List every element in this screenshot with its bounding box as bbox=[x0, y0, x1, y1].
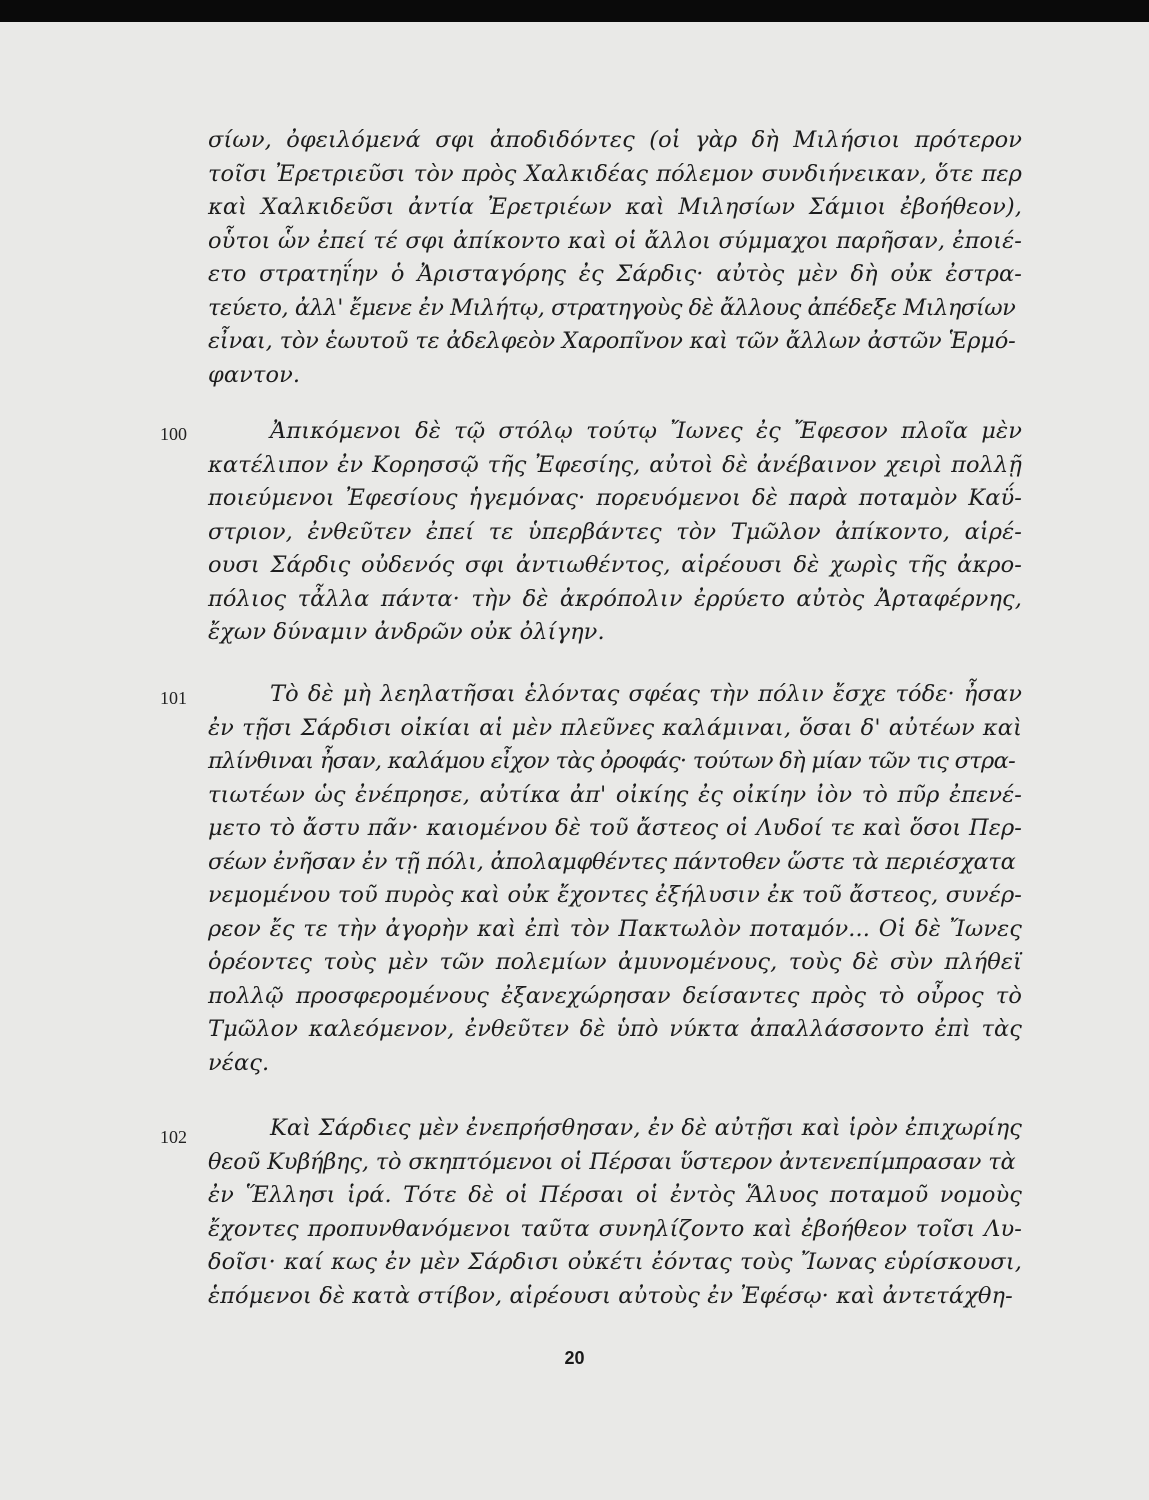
text-line: στριον, ἐνθεῦτεν ἐπεί τε ὑπερβάντες τὸν Τμῶλον ἀπίκοντο, αἱρέ- bbox=[208, 518, 1022, 545]
text-line: Τὸ δὲ μὴ λεηλατῆσαι ἑλόντας σφέας τὴν πόλιν ἔσχε τόδε· ἦσαν bbox=[270, 681, 1022, 707]
paragraph-100 bbox=[208, 415, 1022, 650]
text-line: Τμῶλον καλεόμενον, ἐνθεῦτεν δὲ ὑπὸ νύκτα ἀπαλλάσσοντο ἐπὶ τὰς bbox=[208, 1016, 1022, 1042]
paragraph-number: 102 bbox=[160, 1127, 187, 1147]
text-line: πολλῷ προσφερομένους ἐξανεχώρησαν δείσαντες πρὸς τὸ οὖρος τὸ bbox=[208, 982, 1022, 1009]
text-line: Ἀπικόμενοι δὲ τῷ στόλῳ τούτῳ Ἴωνες ἐς Ἔφεσον πλοῖα μὲν bbox=[270, 418, 1022, 444]
paragraph-101 bbox=[208, 678, 1022, 1080]
text-line: τιωτέων ὡς ἐνέπρησε, αὐτίκα ἀπ' οἰκίης ἐς οἰκίην ἰὸν τὸ πῦρ ἐπενέ- bbox=[208, 781, 1022, 808]
text-line: σίων, ὀφειλόμενά σφι ἀποδιδόντες (οἱ γὰρ δὴ Μιλήσιοι πρότερον bbox=[208, 127, 1022, 153]
text-line: ἐν Ἕλλησι ἱρά. Τότε δὲ οἱ Πέρσαι οἱ ἐντὸς Ἅλυος ποταμοῦ νομοὺς bbox=[208, 1182, 1022, 1208]
text-line: καὶ Χαλκιδεῦσι ἀντία Ἐρετριέων καὶ Μιλησίων Σάμιοι ἐβοήθεον), bbox=[208, 194, 1022, 220]
text-line: σέων ἐνῆσαν ἐν τῇ πόλι, ἀπολαμφθέντες πάντοθεν ὥστε τὰ περιέσχατα bbox=[208, 848, 1016, 875]
text-line: οὗτοι ὧν ἐπεί τέ σφι ἀπίκοντο καὶ οἱ ἄλλοι σύμμαχοι παρῆσαν, ἐποιέ- bbox=[208, 227, 1022, 254]
text-line: ὁρέοντες τοὺς μὲν τῶν πολεμίων ἀμυνομένους, τοὺς δὲ σὺν πλήθεϊ bbox=[208, 949, 1022, 975]
text-line: κατέλιπον ἐν Κορησσῷ τῆς Ἐφεσίης, αὐτοὶ δὲ ἀνέβαινον χειρὶ πολλῇ bbox=[208, 451, 1022, 478]
paragraph-number: 100 bbox=[160, 424, 187, 444]
scan-top-border bbox=[0, 0, 1149, 22]
text-line: φαντον. bbox=[208, 361, 301, 388]
text-line: ἔχων δύναμιν ἀνδρῶν οὐκ ὀλίγην. bbox=[208, 619, 605, 645]
text-line: νεμομένου τοῦ πυρὸς καὶ οὐκ ἔχοντες ἐξήλυσιν ἐκ τοῦ ἄστεος, συνέρ- bbox=[208, 882, 1022, 908]
text-line: ἐν τῇσι Σάρδισι οἰκίαι αἱ μὲν πλεῦνες καλάμιναι, ὅσαι δ' αὐτέων καὶ bbox=[208, 714, 1022, 741]
text-line: ρεον ἔς τε τὴν ἀγορὴν καὶ ἐπὶ τὸν Πακτωλὸν ποταμόν... Οἱ δὲ Ἴωνες bbox=[208, 915, 1022, 942]
text-line: μετο τὸ ἄστυ πᾶν· καιομένου δὲ τοῦ ἄστεος οἱ Λυδοί τε καὶ ὅσοι Περ- bbox=[208, 815, 1022, 841]
paragraph-102 bbox=[208, 1112, 1022, 1313]
text-line: πόλιος τἆλλα πάντα· τὴν δὲ ἀκρόπολιν ἐρρύετο αὐτὸς Ἀρταφέρνης, bbox=[208, 585, 1022, 612]
text-line: ἑπόμενοι δὲ κατὰ στίβον, αἱρέουσι αὐτοὺς ἐν Ἐφέσῳ· καὶ ἀντετάχθη- bbox=[208, 1282, 1013, 1309]
text-line: νέας. bbox=[208, 1049, 270, 1076]
text-line: ετο στρατηΐην ὁ Ἀρισταγόρης ἐς Σάρδις· αὐτὸς μὲν δὴ οὐκ ἐστρα- bbox=[208, 261, 1022, 287]
text-line: θεοῦ Κυβήβης, τὸ σκηπτόμενοι οἱ Πέρσαι ὕστερον ἀντενεπίμπρασαν τὰ bbox=[208, 1148, 1016, 1175]
text-line: ουσι Σάρδις οὐδενός σφι ἀντιωθέντος, αἱρέουσι δὲ χωρὶς τῆς ἀκρο- bbox=[208, 552, 1022, 578]
page-number: 20 bbox=[564, 1348, 585, 1368]
text-line: τεύετο, ἀλλ' ἔμενε ἐν Μιλήτῳ, στρατηγοὺς δὲ ἄλλους ἀπέδεξε Μιλησίων bbox=[208, 294, 1016, 321]
text-line: δοῖσι· καί κως ἐν μὲν Σάρδισι οὐκέτι ἐόντας τοὺς Ἴωνας εὑρίσκουσι, bbox=[208, 1249, 1022, 1275]
text-line: πλίνθιναι ἦσαν, καλάμου εἶχον τὰς ὀροφάς· τούτων δὴ μίαν τῶν τις στρα- bbox=[208, 748, 1015, 774]
paragraph-number: 101 bbox=[160, 688, 187, 708]
text-line: εἶναι, τὸν ἑωυτοῦ τε ἀδελφεὸν Χαροπῖνον καὶ τῶν ἄλλων ἀστῶν Ἑρμό- bbox=[208, 328, 1016, 354]
continuation-text bbox=[208, 124, 1022, 392]
text-line: ἔχοντες προπυνθανόμενοι ταῦτα συνηλίζοντο καὶ ἐβοήθεον τοῖσι Λυ- bbox=[208, 1215, 1022, 1242]
text-line: τοῖσι Ἐρετριεῦσι τὸν πρὸς Χαλκιδέας πόλεμον συνδιήνεικαν, ὅτε περ bbox=[208, 160, 1022, 187]
text-line: Καὶ Σάρδιες μὲν ἐνεπρήσθησαν, ἐν δὲ αὐτῇσι καὶ ἱρὸν ἐπιχωρίης bbox=[270, 1115, 1022, 1141]
text-line: ποιεύμενοι Ἐφεσίους ἡγεμόνας· πορευόμενοι δὲ παρὰ ποταμὸν Καΰ- bbox=[208, 485, 1022, 511]
